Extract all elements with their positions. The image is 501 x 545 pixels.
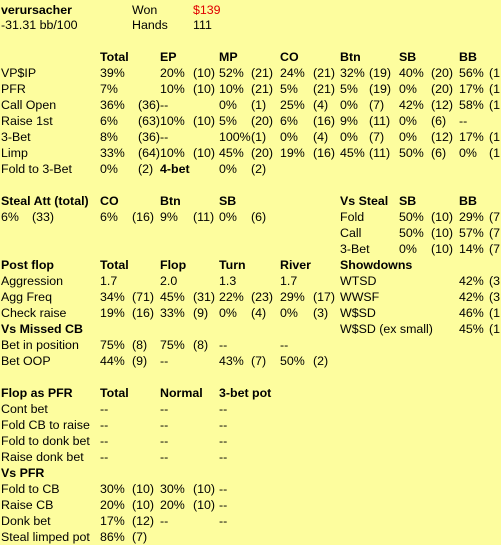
postflop-stat-cell: 33% (160, 306, 185, 320)
preflop-column-header: Btn (340, 50, 361, 64)
vs-missed-cb-row-label: Bet OOP (1, 354, 51, 368)
player-name: verursacher (1, 3, 72, 17)
preflop-stat-cell: 0% (219, 98, 237, 112)
preflop-stat-cell: 10% (160, 82, 185, 96)
preflop-stat-cell: 0% (280, 130, 298, 144)
preflop-stat-cell: (7) (369, 98, 385, 112)
preflop-stat-cell: 6% (100, 114, 118, 128)
preflop-stat-cell: 50% (399, 146, 424, 160)
preflop-stat-cell: -- (160, 130, 169, 144)
showdowns-count: (1 (489, 306, 501, 320)
preflop-column-header: MP (219, 50, 238, 64)
preflop-stat-cell: (1) (251, 98, 267, 112)
vs-pfr-title: Vs PFR (1, 466, 45, 480)
steal-total: 6% (1, 210, 19, 224)
showdowns-count: (1 (489, 322, 501, 336)
vs-pfr-stat-cell: 30% (160, 482, 185, 496)
preflop-stat-cell: (19) (369, 82, 392, 96)
postflop-stat-cell: 1.7 (280, 274, 298, 288)
vs-missed-cb-stat-cell: 75% (100, 338, 125, 352)
preflop-stat-cell: 45% (219, 146, 244, 160)
flop-pfr-column-header: Total (100, 386, 129, 400)
flop-pfr-stat-cell: -- (219, 418, 228, 432)
postflop-stat-cell: (4) (251, 306, 267, 320)
preflop-stat-cell: (63) (138, 114, 161, 128)
preflop-stat-cell: (21) (251, 66, 274, 80)
flop-pfr-title: Flop as PFR (1, 386, 73, 400)
preflop-stat-cell: 0% (100, 162, 118, 176)
steal-total-count: (33) (32, 210, 55, 224)
steal-stat-cell: (11) (193, 210, 215, 224)
vs-missed-cb-stat-cell: (8) (193, 338, 209, 352)
postflop-column-header: Flop (160, 258, 187, 272)
vs-steal-column-header: BB (459, 194, 477, 208)
preflop-stat-cell: 0% (340, 98, 358, 112)
steal-stat-cell: (16) (132, 210, 155, 224)
vs-missed-cb-stat-cell: 43% (219, 354, 244, 368)
vs-steal-stat-cell: 0% (399, 242, 417, 256)
postflop-row-label: Agg Freq (1, 290, 52, 304)
preflop-stat-cell: 20% (160, 66, 185, 80)
preflop-stat-cell: 0% (219, 162, 237, 176)
postflop-stat-cell: 1.3 (219, 274, 237, 288)
preflop-stat-cell: (10) (193, 146, 216, 160)
preflop-stat-cell: 17% (459, 82, 484, 96)
steal-title: Steal Att (total) (1, 194, 89, 208)
vs-pfr-stat-cell: 86% (100, 530, 125, 544)
preflop-stat-cell: (21) (313, 82, 336, 96)
vs-pfr-stat-cell: (10) (193, 498, 216, 512)
postflop-stat-cell: 19% (100, 306, 125, 320)
showdowns-count: (3 (489, 274, 501, 288)
vs-steal-stat-cell: 50% (399, 210, 424, 224)
flop-pfr-stat-cell: -- (219, 450, 228, 464)
postflop-stat-cell: (3) (313, 306, 329, 320)
preflop-column-header: BB (459, 50, 477, 64)
preflop-stat-cell: (7) (369, 130, 385, 144)
preflop-stat-cell: (20) (431, 82, 454, 96)
postflop-stat-cell: 45% (160, 290, 185, 304)
preflop-stat-cell: (2) (251, 162, 267, 176)
preflop-stat-cell: 45% (340, 146, 365, 160)
postflop-stat-cell: (23) (251, 290, 274, 304)
preflop-stat-cell: (1 (489, 82, 501, 96)
preflop-row-label: Raise 1st (1, 114, 53, 128)
showdowns-row-label: WWSF (340, 290, 380, 304)
showdowns-row-label: W$SD (ex small) (340, 322, 433, 336)
preflop-stat-cell: (19) (369, 66, 392, 80)
vs-pfr-stat-cell: -- (219, 514, 228, 528)
flop-pfr-column-header: 3-bet pot (219, 386, 272, 400)
postflop-row-label: Aggression (1, 274, 63, 288)
vs-pfr-stat-cell: -- (219, 482, 228, 496)
flop-pfr-stat-cell: -- (219, 434, 228, 448)
vs-pfr-stat-cell: (10) (132, 482, 155, 496)
preflop-stat-cell: 52% (219, 66, 244, 80)
preflop-stat-cell: 36% (100, 98, 125, 112)
preflop-stat-cell: 0% (399, 82, 417, 96)
preflop-stat-cell: 24% (280, 66, 305, 80)
preflop-stat-cell: 42% (399, 98, 424, 112)
vs-missed-cb-stat-cell: (9) (132, 354, 148, 368)
flop-pfr-row-label: Raise donk bet (1, 450, 84, 464)
vs-pfr-stat-cell: (10) (193, 482, 216, 496)
preflop-stat-cell: (36) (138, 130, 161, 144)
preflop-stat-cell: 7% (100, 82, 118, 96)
preflop-stat-cell: 0% (399, 114, 417, 128)
vs-pfr-stat-cell: -- (219, 498, 228, 512)
steal-stat-cell: 6% (100, 210, 118, 224)
vs-pfr-stat-cell: (12) (132, 514, 155, 528)
preflop-stat-cell: (1 (489, 98, 501, 112)
preflop-stat-cell: 5% (219, 114, 237, 128)
preflop-stat-cell: (20) (251, 146, 274, 160)
showdowns-row-label: W$SD (340, 306, 376, 320)
steal-column-header: Btn (160, 194, 181, 208)
vs-pfr-row-label: Raise CB (1, 498, 54, 512)
preflop-row-label: Fold to 3-Bet (1, 162, 72, 176)
vs-missed-cb-title: Vs Missed CB (1, 322, 83, 336)
preflop-stat-cell: (1) (251, 130, 267, 144)
postflop-stat-cell: (9) (193, 306, 209, 320)
vs-pfr-stat-cell: 30% (100, 482, 125, 496)
won-value: $139 (193, 3, 221, 17)
hands-value: 111 (193, 18, 212, 32)
postflop-stat-cell: 0% (280, 306, 298, 320)
preflop-column-header: SB (399, 50, 417, 64)
vs-steal-stat-cell: (7 (489, 226, 501, 240)
vs-steal-row-label: Fold (340, 210, 365, 224)
preflop-row-label: VP$IP (1, 66, 37, 80)
preflop-stat-cell: (2) (138, 162, 154, 176)
vs-steal-title: Vs Steal (340, 194, 389, 208)
preflop-stat-cell: 0% (459, 146, 477, 160)
preflop-stat-cell: 17% (459, 130, 484, 144)
preflop-stat-cell: 32% (340, 66, 365, 80)
preflop-stat-cell: (20) (251, 114, 274, 128)
preflop-column-header: EP (160, 50, 177, 64)
vs-steal-stat-cell: 14% (459, 242, 484, 256)
vs-steal-stat-cell: (10) (431, 226, 454, 240)
showdowns-count: (3 (489, 290, 501, 304)
preflop-stat-cell: (16) (313, 114, 336, 128)
preflop-stat-cell: (64) (138, 146, 161, 160)
preflop-stat-cell: 4-bet (160, 162, 190, 176)
preflop-stat-cell: 6% (280, 114, 298, 128)
vs-missed-cb-row-label: Bet in position (1, 338, 79, 352)
preflop-stat-cell: (12) (431, 98, 454, 112)
vs-missed-cb-stat-cell: -- (160, 354, 169, 368)
preflop-column-header: Total (100, 50, 129, 64)
preflop-stat-cell: (21) (313, 66, 336, 80)
preflop-stat-cell: 58% (459, 98, 484, 112)
preflop-stat-cell: (21) (251, 82, 274, 96)
vs-pfr-row-label: Steal limped pot (1, 530, 90, 544)
postflop-stat-cell: (16) (132, 306, 155, 320)
vs-missed-cb-stat-cell: (7) (251, 354, 267, 368)
vs-steal-column-header: SB (399, 194, 417, 208)
flop-pfr-stat-cell: -- (160, 450, 169, 464)
preflop-stat-cell: (20) (431, 66, 454, 80)
preflop-stat-cell: (4) (313, 130, 329, 144)
preflop-stat-cell: (1 (489, 130, 501, 144)
vs-steal-stat-cell: 29% (459, 210, 484, 224)
steal-stat-cell: 0% (219, 210, 237, 224)
preflop-stat-cell: 56% (459, 66, 484, 80)
preflop-stat-cell: 8% (100, 130, 118, 144)
steal-stat-cell: 9% (160, 210, 178, 224)
steal-stat-cell: (6) (251, 210, 267, 224)
vs-pfr-stat-cell: (10) (132, 498, 155, 512)
steal-column-header: CO (100, 194, 119, 208)
vs-steal-stat-cell: (7 (489, 210, 501, 224)
vs-missed-cb-stat-cell: -- (219, 338, 228, 352)
vs-missed-cb-stat-cell: (2) (313, 354, 329, 368)
vs-steal-stat-cell: 50% (399, 226, 424, 240)
preflop-stat-cell: (6) (431, 146, 447, 160)
vs-steal-row-label: Call (340, 226, 362, 240)
vs-pfr-stat-cell: (7) (132, 530, 148, 544)
vs-pfr-row-label: Fold to CB (1, 482, 60, 496)
flop-pfr-column-header: Normal (160, 386, 203, 400)
vs-steal-stat-cell: (10) (431, 242, 454, 256)
hands-label: Hands (132, 18, 168, 32)
postflop-stat-cell: 34% (100, 290, 125, 304)
preflop-stat-cell: 5% (280, 82, 298, 96)
vs-pfr-row-label: Donk bet (1, 514, 51, 528)
flop-pfr-stat-cell: -- (160, 402, 169, 416)
vs-pfr-stat-cell: 20% (160, 498, 185, 512)
vs-steal-stat-cell: (10) (431, 210, 454, 224)
postflop-column-header: Turn (219, 258, 246, 272)
preflop-stat-cell: (10) (193, 66, 216, 80)
postflop-stat-cell: 1.7 (100, 274, 118, 288)
postflop-title: Post flop (1, 258, 54, 272)
postflop-stat-cell: (17) (313, 290, 336, 304)
preflop-stat-cell: 19% (280, 146, 305, 160)
preflop-stat-cell: 10% (219, 82, 244, 96)
postflop-stat-cell: 22% (219, 290, 244, 304)
vs-steal-stat-cell: (7 (489, 242, 501, 256)
vs-missed-cb-stat-cell: (8) (132, 338, 148, 352)
showdowns-row-label: WTSD (340, 274, 377, 288)
vs-missed-cb-stat-cell: 75% (160, 338, 185, 352)
preflop-row-label: Call Open (1, 98, 57, 112)
flop-pfr-stat-cell: -- (160, 418, 169, 432)
preflop-stat-cell: (36) (138, 98, 161, 112)
flop-pfr-stat-cell: -- (219, 402, 228, 416)
preflop-stat-cell: 10% (160, 114, 185, 128)
preflop-stat-cell: -- (459, 114, 468, 128)
preflop-stat-cell: 25% (280, 98, 305, 112)
preflop-stat-cell: (6) (431, 114, 447, 128)
preflop-stat-cell: 0% (340, 130, 358, 144)
postflop-stat-cell: 29% (280, 290, 305, 304)
vs-missed-cb-stat-cell: 50% (280, 354, 305, 368)
vs-steal-row-label: 3-Bet (340, 242, 370, 256)
flop-pfr-row-label: Fold CB to raise (1, 418, 90, 432)
preflop-stat-cell: 0% (399, 130, 417, 144)
showdowns-value: 42% (459, 290, 484, 304)
flop-pfr-stat-cell: -- (160, 434, 169, 448)
preflop-stat-cell: (11) (369, 146, 391, 160)
postflop-stat-cell: (71) (132, 290, 155, 304)
postflop-column-header: Total (100, 258, 129, 272)
flop-pfr-stat-cell: -- (100, 450, 109, 464)
showdowns-value: 45% (459, 322, 484, 336)
preflop-row-label: 3-Bet (1, 130, 31, 144)
postflop-stat-cell: (31) (193, 290, 216, 304)
flop-pfr-row-label: Fold to donk bet (1, 434, 90, 448)
showdowns-value: 46% (459, 306, 484, 320)
won-label: Won (132, 3, 158, 17)
preflop-stat-cell: (12) (431, 130, 454, 144)
winrate: -31.31 bb/100 (1, 18, 78, 32)
steal-column-header: SB (219, 194, 237, 208)
preflop-stat-cell: 5% (340, 82, 358, 96)
showdowns-title: Showdowns (340, 258, 413, 272)
preflop-stat-cell: 9% (340, 114, 358, 128)
postflop-stat-cell: 2.0 (160, 274, 178, 288)
preflop-column-header: CO (280, 50, 299, 64)
flop-pfr-stat-cell: -- (100, 418, 109, 432)
vs-missed-cb-stat-cell: 44% (100, 354, 125, 368)
flop-pfr-stat-cell: -- (100, 402, 109, 416)
preflop-stat-cell: -- (160, 98, 169, 112)
preflop-stat-cell: (10) (193, 114, 216, 128)
postflop-row-label: Check raise (1, 306, 67, 320)
postflop-stat-cell: 0% (219, 306, 237, 320)
postflop-column-header: River (280, 258, 311, 272)
preflop-stat-cell: 40% (399, 66, 424, 80)
preflop-row-label: Limp (1, 146, 28, 160)
preflop-stat-cell: (1 (489, 66, 501, 80)
vs-steal-stat-cell: 57% (459, 226, 484, 240)
preflop-stat-cell: (4) (313, 98, 329, 112)
preflop-stat-cell: (16) (313, 146, 336, 160)
flop-pfr-stat-cell: -- (100, 434, 109, 448)
flop-pfr-row-label: Cont bet (1, 402, 48, 416)
vs-pfr-stat-cell: 20% (100, 498, 125, 512)
preflop-stat-cell: 39% (100, 66, 125, 80)
preflop-stat-cell: 33% (100, 146, 125, 160)
preflop-stat-cell: (11) (369, 114, 391, 128)
preflop-row-label: PFR (1, 82, 26, 96)
vs-missed-cb-stat-cell: -- (280, 338, 289, 352)
preflop-stat-cell: 100% (219, 130, 251, 144)
preflop-stat-cell: (1 (489, 146, 501, 160)
preflop-stat-cell: 10% (160, 146, 185, 160)
preflop-stat-cell: (10) (193, 82, 216, 96)
vs-pfr-stat-cell: 17% (100, 514, 125, 528)
showdowns-value: 42% (459, 274, 484, 288)
vs-pfr-stat-cell: -- (160, 514, 169, 528)
